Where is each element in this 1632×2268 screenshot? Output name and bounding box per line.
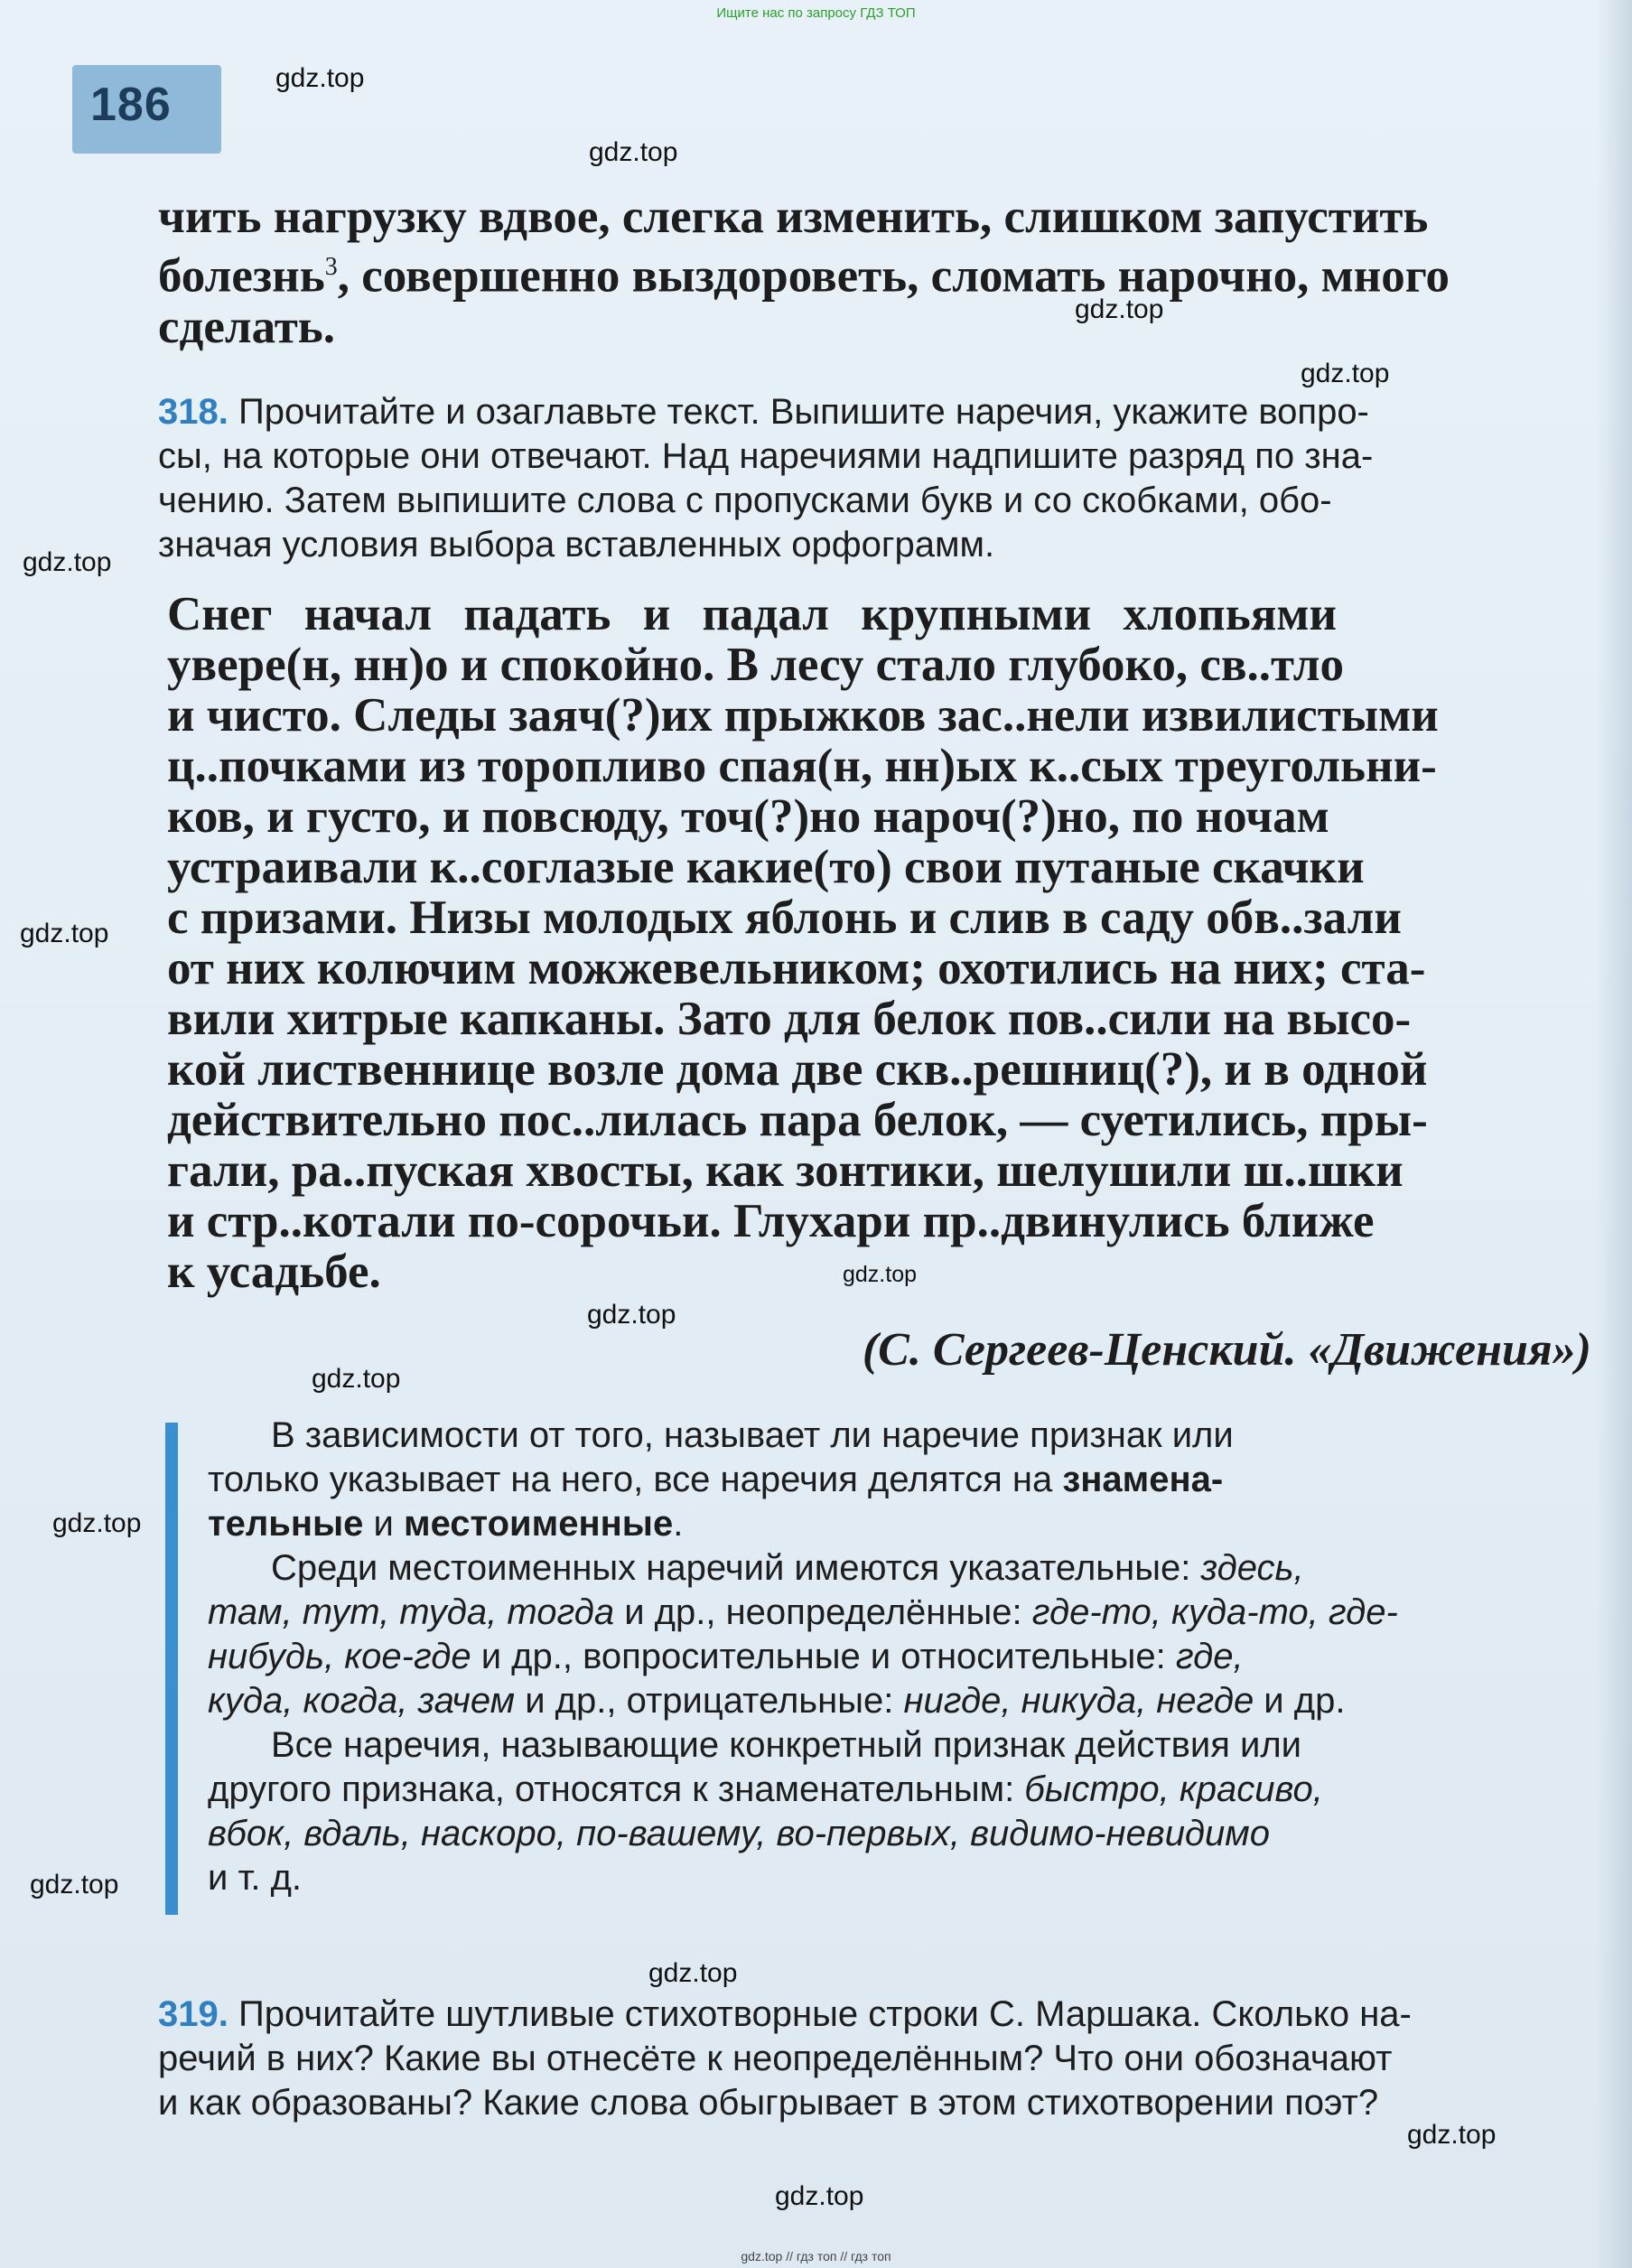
header-note: Ищите нас по запросу ГДЗ ТОП: [716, 5, 916, 21]
text-line: от них колючим можжевельником; охотились на них; ста-: [167, 942, 1426, 994]
text-line: действительно пос..лилась пара белок, — суетились, пры-: [167, 1094, 1428, 1146]
text-line: гали, ра..пуская хвосты, как зонтики, шелушили ш..шки: [167, 1144, 1404, 1197]
exercise-318-text: [167, 589, 1594, 1297]
watermark: gdz.top: [30, 1870, 119, 1899]
exercise-319-task: 319. Прочитайте шутливые стихотворные строки С. Маршака. Сколько на- речий в них? Какие вы отнесёте к неопределённым? Что они обозначают и как образованы? Какие слова обыгрывает в этом стихотворении поэт?: [158, 1994, 1412, 2123]
rule-line: вбок, вдаль, наскоро, по-вашему, во-первых, видимо-невидимо: [208, 1814, 1270, 1853]
watermark: gdz.top: [775, 2181, 864, 2211]
exercise-318-task: 318. Прочитайте и озаглавьте текст. Выпишите наречия, укажите вопро- сы, на которые они отвечают. Над наречиями надпишите разряд по зна- чению. Затем выпишите слова с пропусками букв и со скобками, обо- значая условия выбора вставленных орфограмм.: [158, 392, 1374, 565]
rule-line: другого признака, относятся к знаменательным: быстро, красиво,: [208, 1769, 1323, 1809]
rule-line: там, тут, туда, тогда и др., неопределённые: где-то, куда-то, где-: [208, 1592, 1398, 1632]
watermark: gdz.top: [1075, 294, 1164, 324]
text-line: ц..почками из торопливо спая(н, нн)ых к..сых треугольни-: [167, 740, 1437, 792]
author-citation: (С. Сергеев-Ценский. «Движения»): [862, 1324, 1591, 1376]
text-line: ков, и густо, и повсюду, точ(?)но нароч(?)но, по ночам: [167, 790, 1329, 843]
text-line: с призами. Низы молодых яблонь и слив в саду обв..зали: [167, 891, 1402, 944]
watermark: gdz.top: [1407, 2120, 1497, 2150]
text-line: болезнь$^3$, совершенно выздороветь, сломать нарочно, много: [158, 249, 1450, 303]
text-line: вили хитрые капканы. Зато для белок пов..сили на высо-: [167, 993, 1412, 1045]
text-line: Снег начал падать и падал крупными хлопьями: [167, 588, 1338, 640]
watermark: gdz.top: [843, 1262, 918, 1287]
rule-line: нибудь, кое-где и др., вопросительные и относительные: где,: [208, 1637, 1244, 1676]
page-number: 186: [90, 79, 172, 131]
text-line: сделать.: [158, 300, 336, 353]
rule-line: куда, когда, зачем и др., отрицательные: нигде, никуда, негде и др.: [208, 1681, 1346, 1721]
watermark: gdz.top: [589, 137, 678, 167]
watermark: gdz.top: [20, 919, 109, 948]
watermark: gdz.top: [587, 1300, 676, 1330]
watermark: gdz.top: [275, 63, 365, 93]
rule-accent-bar: [165, 1423, 178, 1915]
text-line: чить нагрузку вдвое, слегка изменить, слишком запустить: [158, 191, 1429, 243]
text-line: кой лиственнице возле дома две скв..решниц(?), и в одной: [167, 1043, 1428, 1096]
rule-line: только указывает на него, все наречия делятся на знамена-: [208, 1460, 1224, 1499]
rule-line: и т. д.: [208, 1858, 303, 1898]
text-line: увере(н, нн)о и спокойно. В лесу стало глубоко, св..тло: [167, 639, 1344, 691]
exercise-number: 319.: [158, 1994, 228, 2034]
continuation-text: [158, 191, 1594, 352]
text-line: и стр..котали по-сорочьи. Глухари пр..двинулись ближе: [167, 1195, 1375, 1247]
rule-line: тельные и местоименные.: [208, 1504, 684, 1544]
text-line: к усадьбе.: [167, 1246, 381, 1298]
page-edge-shadow: [1596, 0, 1632, 2268]
watermark: gdz.top: [52, 1508, 142, 1538]
rule-line: В зависимости от того, называет ли наречие признак или: [271, 1415, 1234, 1455]
watermark: gdz.top: [312, 1364, 401, 1394]
rule-block: [208, 1414, 1594, 1900]
text-line: и чисто. Следы заяч(?)их прыжков зас..нели извилистыми: [167, 689, 1439, 742]
rule-line: Все наречия, называющие конкретный признак действия или: [271, 1725, 1301, 1765]
watermark: gdz.top: [1301, 359, 1390, 388]
footer-note: gdz.top // гдз топ // гдз топ: [741, 2249, 891, 2263]
rule-line: Среди местоименных наречий имеются указательные: здесь,: [271, 1548, 1304, 1588]
footnote-mark: 3: [324, 253, 338, 281]
exercise-number: 318.: [158, 392, 228, 432]
watermark: gdz.top: [648, 1958, 738, 1988]
watermark: gdz.top: [23, 547, 112, 577]
text-line: устраивали к..соглазые какие(то) свои путаные скачки: [167, 841, 1365, 893]
